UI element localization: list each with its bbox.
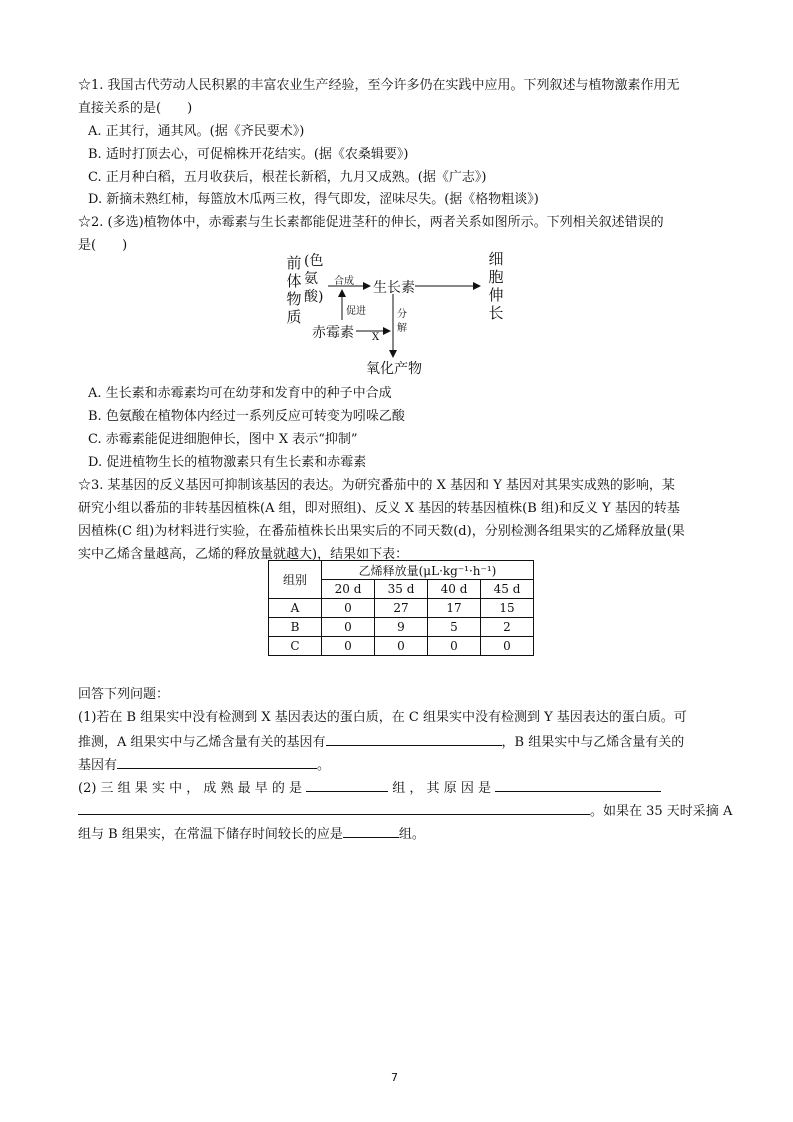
value-cell: 17 <box>428 599 481 618</box>
page-number: 7 <box>391 1071 398 1084</box>
q2-option-c: C. 赤霉素能促进细胞伸长，图中 X 表示“抑制” <box>88 432 358 447</box>
q3-sub2-line1 <box>78 777 661 799</box>
group-cell: A <box>269 599 322 618</box>
release-header-cell: 乙烯释放量(μL·kg⁻¹·h⁻¹) <box>322 561 534 580</box>
q3-sub2-text-d: 组与 B 组果实，在常温下储存时间较长的应是 <box>78 827 343 842</box>
q3-sub1-line3 <box>78 754 330 776</box>
group-header-cell: 组别 <box>269 561 322 599</box>
q2-option-d: D. 促进植物生长的植物激素只有生长素和赤霉素 <box>88 455 367 470</box>
value-cell: 0 <box>375 637 428 656</box>
q2-option-b: B. 色氨酸在植物体内经过一系列反应可转变为吲哚乙酸 <box>88 409 405 424</box>
x-label: X <box>372 332 380 343</box>
q1-stem-line2: 直接关系的是( ) <box>78 101 193 116</box>
decompose-label: 分解 <box>397 309 407 334</box>
answer-blank[interactable] <box>343 823 399 838</box>
table-row <box>269 637 534 656</box>
q3-stem-line4: 实中乙烯含量越高，乙烯的释放量就越大)，结果如下表： <box>78 547 409 562</box>
promote-label: 促进 <box>346 306 366 317</box>
table-row <box>269 599 534 618</box>
q3-sub1-text-a: 推测，A 组果实中与乙烯含量有关的基因有 <box>78 735 326 750</box>
q3-answer-intro: 回答下列问题： <box>78 687 170 702</box>
q3-stem-line1: ☆3. 某基因的反义基因可抑制该基因的表达。为研究番茄中的 X 基因和 Y 基因对其果实成熟的影响，某 <box>78 478 675 493</box>
value-cell: 5 <box>428 618 481 637</box>
gibberellin-label: 赤霉素 <box>312 325 354 341</box>
value-cell: 0 <box>322 637 375 656</box>
q3-sub1-line1: (1)若在 B 组果实中没有检测到 X 基因表达的蛋白质，在 C 组果实中没有检测到 Y 基因表达的蛋白质。可 <box>78 710 687 725</box>
q3-sub2-text-e: 组。 <box>398 827 425 842</box>
q3-sub2-text-b: 组 ， 其 原 因 是 <box>392 781 491 796</box>
hormone-diagram <box>280 250 520 380</box>
table-row <box>269 618 534 637</box>
value-cell: 15 <box>481 599 534 618</box>
day-header-cell: 20 d <box>322 580 375 599</box>
day-header-cell: 35 d <box>375 580 428 599</box>
value-cell: 0 <box>428 637 481 656</box>
value-cell: 9 <box>375 618 428 637</box>
tryptophan-label: (色氨酸) <box>304 253 324 305</box>
q2-stem-line2: 是( ) <box>78 238 128 253</box>
precursor-label: 前体物质 <box>286 254 302 326</box>
q3-stem-line2: 研究小组以番茄的非转基因植株(A 组，即对照组)、反义 X 基因的转基因植株(B 组)和反义 Y 基因的转基 <box>78 501 680 516</box>
answer-blank[interactable] <box>78 800 590 815</box>
q3-sub2-text-a: (2) 三 组 果 实 中 ， 成 熟 最 早 的 是 <box>78 781 303 796</box>
answer-blank[interactable] <box>326 731 502 746</box>
ethylene-table <box>268 560 534 656</box>
q1-option-a: A. 正其行，通其风。(据《齐民要术》) <box>88 124 305 139</box>
q2-option-a: A. 生长素和赤霉素均可在幼芽和发育中的种子中合成 <box>88 386 392 401</box>
group-cell: B <box>269 618 322 637</box>
q2-stem-line1: ☆2. (多选)植物体中，赤霉素与生长素都能促进茎秆的伸长，两者关系如图所示。下列相关叙述错误的 <box>78 215 664 230</box>
group-cell: C <box>269 637 322 656</box>
value-cell: 0 <box>322 618 375 637</box>
answer-blank[interactable] <box>117 754 317 769</box>
auxin-label: 生长素 <box>373 280 415 296</box>
q3-stem-line3: 因植株(C 组)为材料进行实验，在番茄植株长出果实后的不同天数(d)，分别检测各组果实的乙烯释放量(果 <box>78 524 685 539</box>
synthesis-label: 合成 <box>334 276 354 287</box>
q3-sub1-text-b: ，B 组果实中与乙烯含量有关的 <box>501 735 685 750</box>
q3-sub1-text-d: 。 <box>317 758 331 773</box>
q1-option-b: B. 适时打顶去心，可促棉株开花结实。(据《农桑辑要》) <box>88 147 409 162</box>
answer-blank[interactable] <box>306 777 388 792</box>
q1-stem-line1: ☆1. 我国古代劳动人民积累的丰富农业生产经验，至今许多仍在实践中应用。下列叙述与植物激素作用无 <box>78 78 680 93</box>
value-cell: 0 <box>322 599 375 618</box>
value-cell: 27 <box>375 599 428 618</box>
day-header-cell: 40 d <box>428 580 481 599</box>
q3-sub1-text-c: 基因有 <box>78 758 118 773</box>
q3-sub2-text-c: 。如果在 35 天时采摘 A <box>590 804 733 819</box>
q1-option-c: C. 正月种白稻，五月收获后，根茬长新稻，九月又成熟。(据《广志》) <box>88 170 487 185</box>
oxidation-product-label: 氧化产物 <box>366 361 422 377</box>
cell-elongation-label: 细胞伸长 <box>488 250 504 322</box>
q3-sub2-line3 <box>78 823 425 845</box>
value-cell: 2 <box>481 618 534 637</box>
day-header-cell: 45 d <box>481 580 534 599</box>
q1-option-d: D. 新摘未熟红柿，每篮放木瓜两三枚，得气即发，涩味尽失。(据《格物粗谈》) <box>88 192 539 207</box>
q3-sub2-line2 <box>78 800 732 822</box>
q3-sub1-line2 <box>78 731 684 753</box>
answer-blank[interactable] <box>495 777 661 792</box>
value-cell: 0 <box>481 637 534 656</box>
